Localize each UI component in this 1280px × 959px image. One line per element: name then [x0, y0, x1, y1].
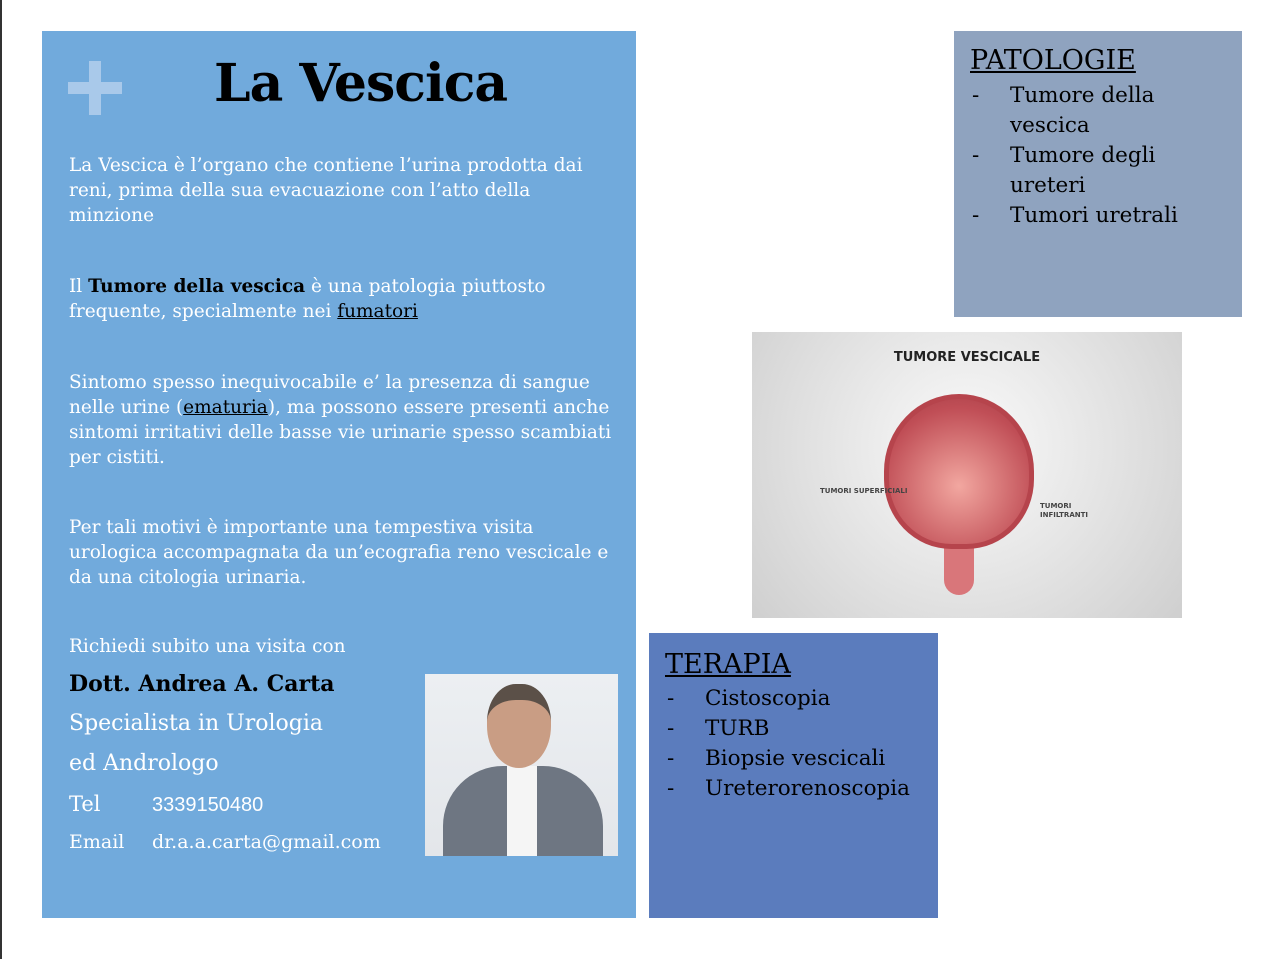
illustration-title: TUMORE VESCICALE: [893, 350, 1041, 365]
list-item: - Tumore della vescica: [970, 81, 1220, 141]
photo-head: [487, 684, 551, 768]
list-item: - Tumori uretrali: [970, 201, 1220, 231]
bold-text: Tumore della vescica: [88, 276, 306, 297]
text: è una patologia piuttosto frequente, specialmente nei: [69, 276, 546, 322]
patologie-box: [954, 31, 1242, 317]
email-label: Email: [69, 831, 125, 853]
list-item: - Ureterorenoscopia: [665, 774, 935, 804]
page-title: La Vescica: [214, 53, 508, 114]
patologie-title: PATOLOGIE: [970, 45, 1136, 76]
label-infiltrating: TUMORI INFILTRANTI: [1040, 502, 1088, 519]
fumatori-link[interactable]: fumatori: [337, 301, 418, 322]
symptom-paragraph: [69, 370, 619, 470]
bladder-shape: [884, 394, 1034, 549]
tumor-paragraph: [69, 274, 619, 324]
terapia-title: TERAPIA: [665, 649, 791, 680]
text: Il: [69, 276, 89, 297]
visit-paragraph: Per tali motivi è importante una tempestiva visita urologica accompagnata da un’ecografia reno vescicale e da una citologia urinaria.: [69, 517, 609, 588]
plus-icon: [68, 61, 122, 115]
text: Sintomo spesso inequivocabile e’ la presenza di sangue nelle urine (: [69, 372, 590, 418]
doctor-name: Dott. Andrea A. Carta: [69, 671, 335, 697]
text: ), ma possono essere presenti anche sintomi irritativi delle basse vie urinarie spesso scambiati per cistiti.: [69, 397, 612, 468]
doctor-role-2: ed Andrologo: [69, 751, 219, 776]
list-item: - Tumore degli ureteri: [970, 141, 1220, 201]
patologie-list: [970, 81, 1220, 231]
bladder-illustration: [752, 332, 1182, 618]
intro-paragraph: La Vescica è l’organo che contiene l’urina prodotta dai reni, prima della sua evacuazione con l’atto della minzione: [69, 155, 583, 226]
list-item: - TURB: [665, 714, 935, 744]
terapia-list: [665, 684, 935, 804]
doctor-role: Specialista in Urologia: [69, 711, 323, 736]
tel-label: Tel: [69, 792, 101, 816]
doctor-photo: [425, 674, 618, 856]
tel-value[interactable]: 3339150480: [152, 794, 264, 816]
photo-shirt: [507, 766, 537, 856]
list-item: - Cistoscopia: [665, 684, 935, 714]
main-panel: [42, 31, 636, 918]
contact-intro: Richiedi subito una visita con: [69, 636, 346, 657]
label-superficial: TUMORI SUPERFICIALI: [820, 487, 908, 495]
list-item: - Biopsie vescicali: [665, 744, 935, 774]
email-value[interactable]: dr.a.a.carta@gmail.com: [152, 831, 381, 853]
terapia-box: [649, 633, 938, 918]
ematuria-link[interactable]: ematuria: [183, 397, 268, 418]
